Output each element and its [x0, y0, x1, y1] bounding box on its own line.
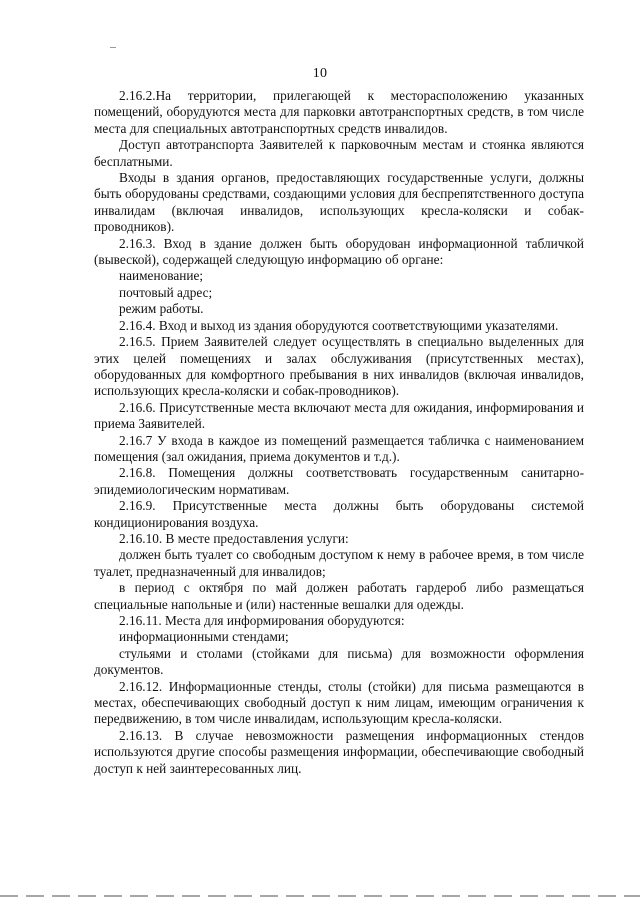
paragraph-2-16-5: 2.16.5. Прием Заявителей следует осуществлять в специально выделенных для этих целей помещениях и залах обслуживания (присутственных местах), оборудованных для комфортного пребывания в них инвалидов (включая инвалидов, использующих кресла-коляски и собак-проводников).	[94, 334, 584, 399]
list-item-wardrobe: в период с октября по май должен работать гардероб либо размещаться специальные напольные и (или) настенные вешалки для одежды.	[94, 580, 584, 612]
paragraph-2-16-13: 2.16.13. В случае невозможности размещения информационных стендов используются другие способы размещения информации, обеспечивающие свободный доступ к ней заинтересованных лиц.	[94, 727, 584, 776]
paragraph-2-16-9: 2.16.9. Присутственные места должны быть оборудованы системой кондиционирования воздуха.	[94, 498, 584, 530]
paragraph-2-16-12: 2.16.12. Информационные стенды, столы (стойки) для письма размещаются в местах, обеспечивающих свободный доступ к ним лицам, имеющим ограничения к передвижению, в том числе инвалидам, использующим кресла-коляски.	[94, 678, 584, 727]
paragraph-2-16-3: 2.16.3. Вход в здание должен быть оборудован информационной табличкой (вывеской), содержащей следующую информацию об органе:	[94, 235, 584, 268]
scan-artifact-mark	[110, 47, 116, 48]
list-item-chairs-tables: стульями и столами (стойками для письма) для возможности оформления документов.	[94, 645, 584, 678]
paragraph-2-16-7: 2.16.7 У входа в каждое из помещений размещается табличка с наименованием помещения (зал ожидания, приема документов и т.д.).	[94, 432, 584, 464]
scan-edge-artifact	[0, 895, 640, 897]
paragraph-2-16-8: 2.16.8. Помещения должны соответствовать государственным санитарно-эпидемиологическим нормативам.	[94, 465, 584, 497]
document-body	[94, 88, 584, 777]
paragraph-2-16-6: 2.16.6. Присутственные места включают места для ожидания, информирования и приема Заявителей.	[94, 399, 584, 432]
paragraph-2-16-4: 2.16.4. Вход и выход из здания оборудуются соответствующими указателями.	[119, 317, 559, 333]
list-item-postal-address: почтовый адрес;	[119, 284, 213, 300]
list-item-toilet: должен быть туалет со свободным доступом к нему в рабочее время, в том числе туалет, предназначенный для инвалидов;	[94, 547, 584, 579]
list-item-working-hours: режим работы.	[119, 301, 204, 317]
list-item-info-stands: информационными стендами;	[119, 629, 289, 645]
paragraph-2-16-11: 2.16.11. Места для информирования оборудуются:	[119, 613, 405, 628]
list-item-name: наименование;	[119, 268, 204, 284]
page-number: 10	[312, 66, 328, 81]
paragraph-2-16-2: 2.16.2.На территории, прилегающей к месторасположению указанных помещений, оборудуются места для парковки автотранспортных средств, в том числе места для специальных автотранспортных средств инвалидов.	[94, 88, 584, 136]
paragraph-parking-free: Доступ автотранспорта Заявителей к парковочным местам и стоянка являются бесплатными.	[94, 137, 584, 169]
paragraph-building-entrances: Входы в здания органов, предоставляющих государственные услуги, должны быть оборудованы средствами, создающими условия для беспрепятственного доступа инвалидам (включая инвалидов, использующих кресла-коляски и собак-проводников).	[94, 170, 584, 235]
paragraph-2-16-10: 2.16.10. В месте предоставления услуги:	[119, 530, 349, 546]
